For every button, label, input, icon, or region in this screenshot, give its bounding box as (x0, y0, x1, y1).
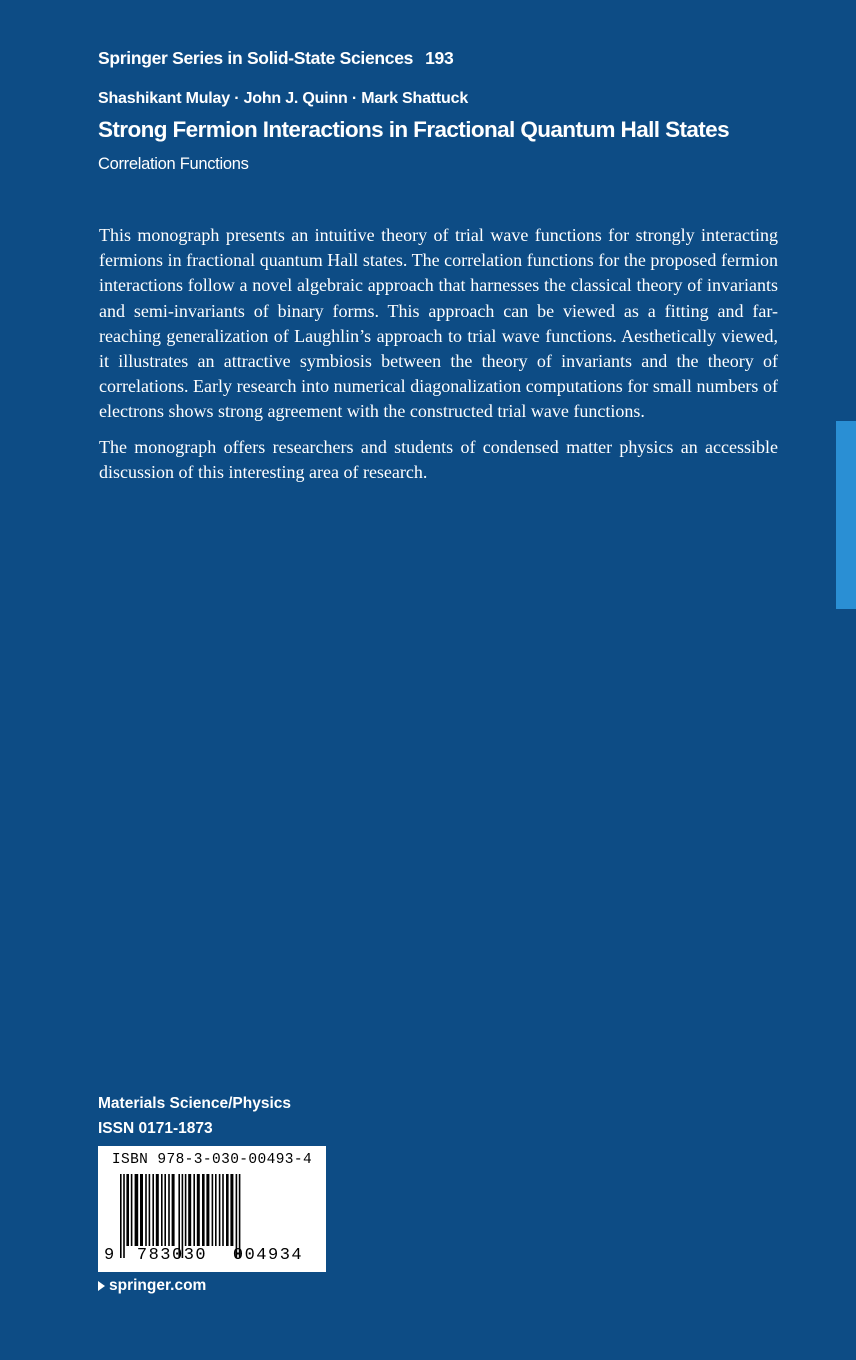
book-subtitle: Correlation Functions (98, 155, 249, 173)
series-name: Springer Series in Solid-State Sciences (98, 48, 414, 68)
website-link[interactable] (98, 1277, 206, 1295)
barcode (98, 1146, 326, 1272)
blurb-paragraph: The monograph offers researchers and students of condensed matter physics an accessible discussion of this interesting area of research. (99, 436, 778, 482)
isbn-label: ISBN 978-3-030-00493-4 (111, 1152, 313, 1168)
book-title: Strong Fermion Interactions in Fractional Quantum Hall States (98, 117, 729, 142)
ean-left-digits: 783030 (136, 1246, 208, 1265)
issn: ISSN 0171-1873 (98, 1120, 213, 1137)
blurb (99, 223, 778, 495)
side-color-tab (836, 421, 856, 609)
ean-first-digit: 9 (104, 1246, 115, 1265)
blurb-paragraph: This monograph presents an intuitive theory of trial wave functions for strongly interacting fermions in fractional quantum Hall states. The correlation functions for the proposed fermion interactions follow a novel algebraic approach that harnesses the classical theory of invariants and semi-invariants of binary forms. This approach can be viewed as a fitting and far-reaching generalization of Laughlin’s approach to trial wave functions. Aesthetically viewed, it illustrates an attractive symbiosis between the theory of invariants and the theory of correlations. Early research into numerical diagonalization computations for small numbers of electrons shows strong agreement with the constructed trial wave functions. (99, 225, 778, 422)
series-line (98, 48, 453, 69)
authors: Shashikant Mulay · John J. Quinn · Mark Shattuck (98, 90, 469, 107)
arrow-right-icon (98, 1281, 105, 1291)
subject-category: Materials Science/Physics (98, 1095, 292, 1112)
series-volume: 193 (425, 48, 454, 68)
website-label: springer.com (109, 1277, 207, 1294)
ean-right-digits: 004934 (232, 1246, 304, 1265)
